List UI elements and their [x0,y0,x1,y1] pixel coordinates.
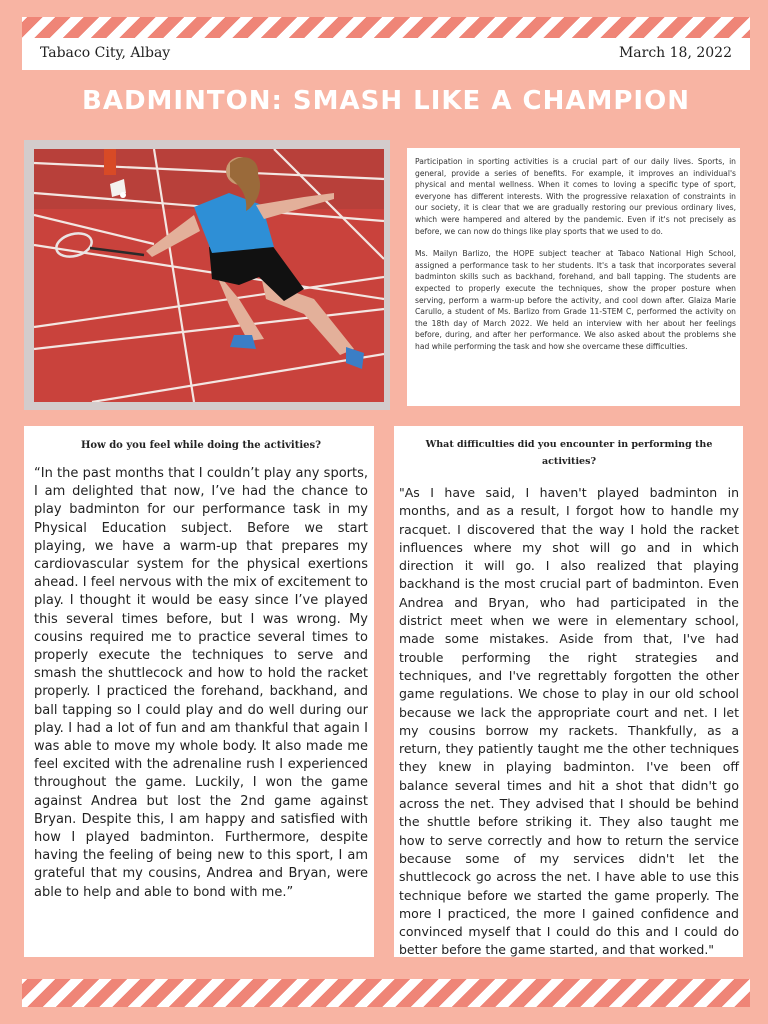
location-text: Tabaco City, Albay [40,45,171,61]
question-2-card [394,426,743,957]
question-2-title: What difficulties did you encounter in performing the activities? [425,439,713,467]
question-1-title: How do you feel while doing the activities? [80,440,321,451]
intro-paragraph-1: Participation in sporting activities is a crucial part of our daily lives. Sports, in general, provide a series of benefits. For example, it improves an individual's physical and mental wellness. When it comes to loving a specific type of sport, everyone has different interests. With the progressive relaxation of constraints in our society, it is clear that we are gradually restoring our previous ordinary lives, which were hampered and altered by the pandemic. Even if it's not precisely as before, we can now do things like play sports that we used to do. [415,157,736,236]
badminton-player-photo [34,149,384,402]
intro-paragraph-2: Ms. Mailyn Barlizo, the HOPE subject teacher at Tabaco National High School, assigned a performance task to her students. It's a task that incorporates several badminton skills such as backhand, forehand, and ball tapping. The students are expected to properly execute the techniques, show the proper posture when serving, perform a warm-up before the activity, and cool down after. Glaiza Marie Carullo, a student of Ms. Barlizo from Grade 11-STEM C, performed the activity on the 18th day of March 2022. We held an interview with her about her feelings before, during, and after her performance. We also asked about the problems she had while performing the task and how she overcame these difficulties. [415,249,736,351]
intro-text-box [407,148,740,406]
date-text: March 18, 2022 [618,45,732,61]
bottom-decorative-stripe [22,979,750,1007]
header-bar [22,38,750,70]
page-title: BADMINTON: SMASH LIKE A CHAMPION [82,86,690,116]
question-2-answer: "As I have said, I haven't played badminton in months, and as a result, I forgot how to handle my racquet. I discovered that the way I hold the racket influences where my shot will go and in which direction it will go. I also realized that playing backhand is the most crucial part of badminton. Even Andrea and Bryan, who had participated in the district meet when we were in elementary school, made some mistakes. Aside from that, I've had trouble performing the right strategies and techniques, and I've regrettably forgotten the other game regulations. We chose to play in our old school because we lack the appropriate court and net. I let my cousins borrow my rackets. Thankfully, as a return, they patiently taught me the other techniques they knew in playing badminton. I've been off balance several times and hit a shot that didn't go across the net. They advised that I should be behind the shuttle before striking it. They also taught me how to serve correctly and how to return the service because some of my services didn't let the shuttlecock go across the net. I have able to use this technique before we started the game properly. The more I practiced, the more I gained confidence and convinced myself that I could do this and I could do better before the game started, and that worked." [399,485,739,958]
question-1-answer: “In the past months that I couldn’t play any sports, I am delighted that now, I’ve had the chance to play badminton for our performance task in my Physical Education subject. Before we start playing, we have a warm-up that prepares my cardiovascular system for the physical exertions ahead. I feel nervous with the mix of excitement to play. I thought it would be easy since I’ve played this several times before, but I was wrong. My cousins required me to practice several times to properly execute the techniques to serve and smash the shuttlecock and how to hold the racket properly. I practiced the forehand, backhand, and ball tapping so I could play and do well during our play. I had a lot of fun and am thankful that again I was able to move my whole body. It also made me feel excited with the adrenaline rush I experienced throughout the game. Luckily, I won the game against Andrea but lost the 2nd game against Bryan. Despite this, I am happy and satisfied with how I played badminton. Furthermore, despite having the feeling of being new to this sport, I am grateful that my cousins, Andrea and Bryan, were able to help and able to bond with me.” [34,466,368,900]
question-1-card [24,426,374,957]
